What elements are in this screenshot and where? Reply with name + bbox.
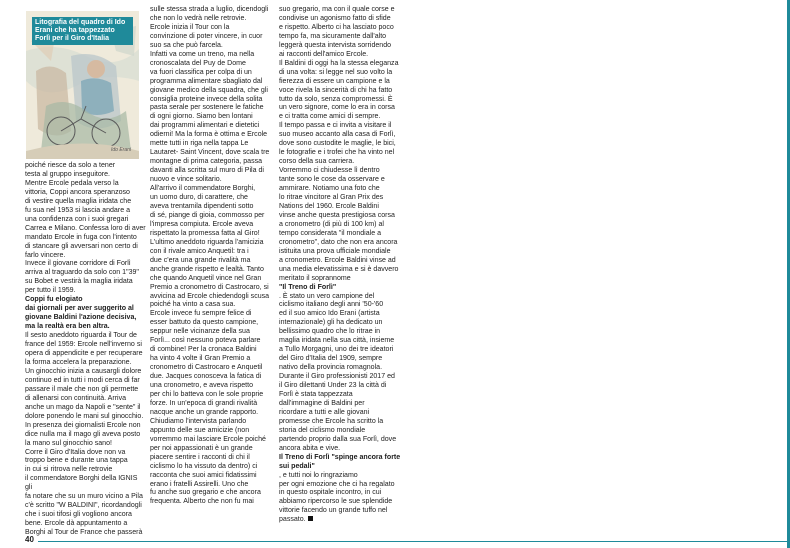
text-line: nativo della provincia romagnola. [279,364,383,372]
text-line: piacere sentire i racconti di chi il [150,453,250,461]
text-line: un uomo duro, di carattere, che [150,194,248,202]
text-line: dai programmi alimentari e dietetici [150,122,260,130]
text-line: Coppi fu elogiato [25,296,83,304]
text-line: ricordare a tutti e alle giovani [279,408,370,416]
text-line: . È stato un vero campione del [279,292,375,300]
text-line: giovane Baldini l'azione decisiva, [25,314,137,322]
text-line: a cronometro. Ercole Baldini vinse ad [279,256,396,264]
text-line: e rispetto. Alberto ci ha lasciato poco [279,23,394,31]
text-line: in cui si ritrova nelle retrovie [25,466,113,474]
text-line: appunto delle sue amicizie (non [150,426,250,434]
text-line: seppur nelle vicinanze della sua [150,328,250,336]
text-line: le fotografie e i trofei che ha vinto nel [279,149,395,157]
text-line: anche grande rispetto e lealtà. Tanto [150,265,264,273]
text-line: ciclismo lo ha vissuto da dentro) ci [150,462,258,470]
text-line: meritato il soprannome [279,274,351,282]
text-line: Lautaret- Saint Vincent, dove scala tre [150,149,270,157]
text-line: troppo bene e durante una tappa [25,457,128,465]
text-line: passare il male che non gli permette [25,385,139,393]
text-line: mandato Ercole in fuga con l'intento [25,233,137,241]
text-line: Borghi al Tour de France che passerà [25,529,143,537]
footer-rule [38,541,787,542]
text-line: vittoria, Coppi ancora speranzoso [25,188,130,196]
text-line: mette tutti in riga nella tappa Le [150,140,249,148]
text-line: ammirare. Notiamo una foto che [279,185,380,193]
text-line: Premio a cronometro di Castrocaro, si [150,283,269,291]
text-line: internazionale) gli ha dedicato un [279,319,383,327]
painter-signature: Ido Erani [110,147,131,153]
text-line: c'è scritto "W BALDINI", ricordandogli [25,502,142,510]
text-line: Invece il giovane corridore di Forlì [25,260,131,268]
text-line: Forlì è stata tappezzata [279,390,353,398]
text-line: due c'era una grande rivalità ma [150,256,251,264]
text-line: Ercole invece fu sempre felice di [150,310,252,318]
text-line: consiglia proteine invece della solita [150,95,263,103]
text-line: che non lo vedrà nelle retrovie. [150,14,247,22]
text-line: , e tutti noi lo ringraziamo [279,471,358,479]
text-line: voce rivela la sincerità di chi ha fatto [279,86,393,94]
text-line: convinzione di poter vincere, in cuor [150,32,263,40]
text-line: ciclismo italiano degli anni '50-'60 [279,301,384,309]
text-line: anche un mago da Napoli e "sente" il [25,403,141,411]
text-line: bellissimo quadro che lo ritrae in [279,328,381,336]
text-line: racconta che suoi amici fidatissimi [150,471,257,479]
text-line: per noi appassionati è un grande [150,444,253,452]
closing-bold-phrase: Il Treno di Forlì "spinge ancora forte sui pedali" [279,453,401,470]
text-line: fierezza di essere un campione e la [279,77,390,85]
text-line: Un ginocchio inizia a causargli dolore [25,367,142,375]
text-line: partendo proprio dalla sua Forlì, dove [279,435,397,443]
text-line: un vero signore, come lo era in corsa [279,104,395,112]
text-line: del Giro d'Italia del 1909, sempre [279,355,383,363]
text-line: maglia iridata nella sua città, insieme [279,337,395,345]
text-line: dolore ponendo le mani sul ginocchio. [25,412,144,420]
text-line: france del 1959: Ercole nell'inverno si [25,341,142,349]
text-line: di sé, piange di gioia, commosso per [150,211,265,219]
text-line: ai racconti dell'amico Ercole. [279,50,369,58]
text-line: Ercole inizia il Tour con la [150,23,230,31]
text-line: di una volta: si legge nel suo volto la [279,68,393,76]
text-line: esser battuto da questo campione, [150,319,259,327]
text-line: suo sa che può farcela. [150,41,223,49]
text-line: davanti alla scritta sul muro di Pila di [150,167,264,175]
text-line: nuovo e vince solitario. [150,176,222,184]
text-line: giovane medico della squadra, che gli [150,86,268,94]
text-line: storia del ciclismo mondiale [279,426,366,434]
text-line: frequenta. Alberto che non fu mai [150,498,254,506]
text-line: aveva trentamila dipendenti sotto [150,202,254,210]
text-line: di vestire quella maglia iridata che [25,197,132,205]
text-line: che i suoi tifosi gli vogliono ancora [25,511,132,519]
text-line: suo gregario, ma con il quale corse e [279,6,395,13]
text-line: di allenarsi con continuità. Arriva [25,394,127,402]
text-line: ed il suo amico Ido Erani (artista [279,310,380,318]
text-line: Il tempo passa e ci invita a visitare il [279,122,392,130]
text-line: Mentre Ercole pedala verso la [25,179,119,187]
text-line: dove sono custodite le maglie, le bici, [279,140,396,148]
text-line: Infatti va come un treno, ma nella [150,50,255,58]
text-line: poiché riesce da solo a tener [25,162,116,169]
text-column-1 [25,162,146,538]
text-line: istituita una prova ufficiale mondiale [279,247,391,255]
text-line: dall'immagine di Baldini per [279,399,365,407]
text-line: Il sesto aneddoto riguarda il Tour de [25,332,137,340]
text-line: nacque anche un grande rapporto. [150,408,259,416]
text-line: di stancare gli avversari non certo di [25,242,138,250]
text-line: cronoscalata del Puy de Dome [150,59,246,67]
text-line: l'impresa compiuta. Ercole aveva [150,220,254,228]
text-line: passato. [279,516,403,525]
text-line: una cronometro, e aveva rispetto [150,382,254,390]
text-line: Corre il Giro d'Italia dove non va [25,448,126,456]
text-line: a Tullo Morgagni, uno dei tre ideatori [279,346,394,354]
text-line: per chi lo batteva con le sole proprie [150,390,264,398]
text-line: All'arrivo il commendatore Borghi, [150,185,256,193]
text-line: fa notare che su un muro vicino a Pila [25,493,143,501]
text-line: vinse anche questa prestigiosa corsa [279,211,395,219]
text-line: programma alimentare sbagliato dal [150,77,263,85]
text-line: in questo ospitale incontro, in cui [279,489,382,497]
text-line: la forma accelera la preparazione. [25,358,132,366]
text-line: rispettato la promessa fatta al Giro! [150,229,260,237]
text-line: una media elevatissima e si è davvero [279,265,399,273]
text-line: opera di appendicite e per recuperare [25,350,143,358]
text-line: leggerà questa intervista sorridendo [279,41,392,49]
text-column-3 [279,6,403,525]
text-line: forze. In un'epoca di grandi rivalità [150,399,258,407]
text-line: sulle stessa strada a luglio, dicendogli [150,6,269,13]
text-line: la mano sul ginocchio sano! [25,439,112,447]
text-line: farlo vincere. [25,251,66,259]
page-number: 40 [25,535,34,544]
text-line: erano i fratelli Assirelli. Uno che [150,480,249,488]
text-line: Nations del 1960. Ercole Baldini [279,202,379,210]
text-line: che quando Anquetil vince nel Gran [150,274,262,282]
text-column-2 [150,6,273,507]
text-line: ma la realtà era ben altra. [25,323,110,331]
text-line: cronometro", dato che non era ancora [279,238,398,246]
text-line: Carrea e Milano. Confessa loro di aver [25,224,146,232]
text-line: due. Jacques conosceva la fatica di [150,373,262,381]
text-line: testa al gruppo inseguitore. [25,170,111,178]
text-line: di ogni giorno. Siamo ben lontani [150,113,253,121]
text-line: lo ritrae vincitore al Gran Prix des [279,194,384,202]
text-line: il Giro dilettanti Under 23 la città di [279,382,387,390]
text-line: vorremmo mai lasciare Ercole poiché [150,435,266,443]
end-of-article-mark [308,516,313,521]
text-line: e ci tratta come amici di sempre. [279,113,381,121]
text-line: dai giornali per aver suggerito al [25,305,134,313]
text-line: continuo ed in tutti i modi cerca di far [25,376,140,384]
painting-image [26,11,139,159]
text-line: tempo considerata "il mondiale a [279,229,381,237]
text-line: tante sono le cose da osservare e [279,176,385,184]
image-caption: Litografia del quadro di Ido Erani che ha tappezzato Forlì per il Giro d'Italia [32,17,133,45]
text-line: Vorremmo ci chiudesse lì dentro [279,167,380,175]
text-line: corso della sua carriera. [279,158,355,166]
text-line: Forlì... così nessuno poteva parlare [150,337,261,345]
text-line: L'ultimo aneddoto riguarda l'amicizia [150,238,264,246]
text-line: odierni! Ma la forma è ottima e Ercole [150,131,268,139]
text-line: Il Baldini di oggi ha la stessa eleganza [279,59,399,67]
text-line: ancora abita e vive. [279,444,341,452]
text-line: montagne di prima categoria, passa [150,158,263,166]
text-line: su Bobet e vestirà la maglia iridata [25,278,133,286]
text-line: fu anche suo gregario e che ancora [150,489,261,497]
text-line: per tutto il 1959. [25,287,76,295]
text-line: poiché ha vinto a casa sua. [150,301,236,309]
text-line: pasta serale per sostenere le fatiche [150,104,264,112]
text-line: avvicina ad Ercole chiedendogli scusa [150,292,270,300]
nickname-bold: "Il Treno di Forlì" [279,283,337,291]
text-line: dice nulla ma il mago gli aveva posto [25,430,141,438]
text-line: il commendatore Borghi della IGNIS gli [25,475,138,492]
text-line: condivise un agonismo fatto di sfide [279,14,391,22]
text-line: ha vinto 4 volte il Gran Premio a [150,355,251,363]
text-line: tempo fa, ma sicuramente dall'alto [279,32,387,40]
text-line: Chiudiamo l'intervista parlando [150,417,247,425]
text-line: promesse che Ercole ha scritto la [279,417,384,425]
text-line: abbiamo ripercorso le sue splendide [279,498,393,506]
text-line: suo museo accanto alla casa di Forlì, [279,131,396,139]
text-line: fu sua nel 1953 si lascia andare a [25,206,130,214]
text-line: per ogni emozione che ci ha regalato [279,480,395,488]
text-line: una confidenza con i suoi gregari [25,215,129,223]
text-line: di combine! Per la cronaca Baldini [150,346,257,354]
text-line: In presenza dei giornalisti Ercole non [25,421,141,429]
text-line: vittorie facendo un grande tuffo nel [279,507,388,515]
text-line: va fuori classifica per colpa di un [150,68,252,76]
text-line: con il rivale amico Anquetil: tra i [150,247,249,255]
text-line: tutto da solo, senza compromessi. È [279,95,393,103]
text-line: Durante il Giro professionisti 2017 ed [279,373,395,381]
text-line: a cronometro (di più di 100 km) al [279,220,384,228]
text-line: bene. Ercole dà appuntamento a [25,520,128,528]
text-line: arriva al traguardo da solo con 1"39" [25,269,139,277]
text-line: cronometro di Castrocaro e Anquetil [150,364,263,372]
